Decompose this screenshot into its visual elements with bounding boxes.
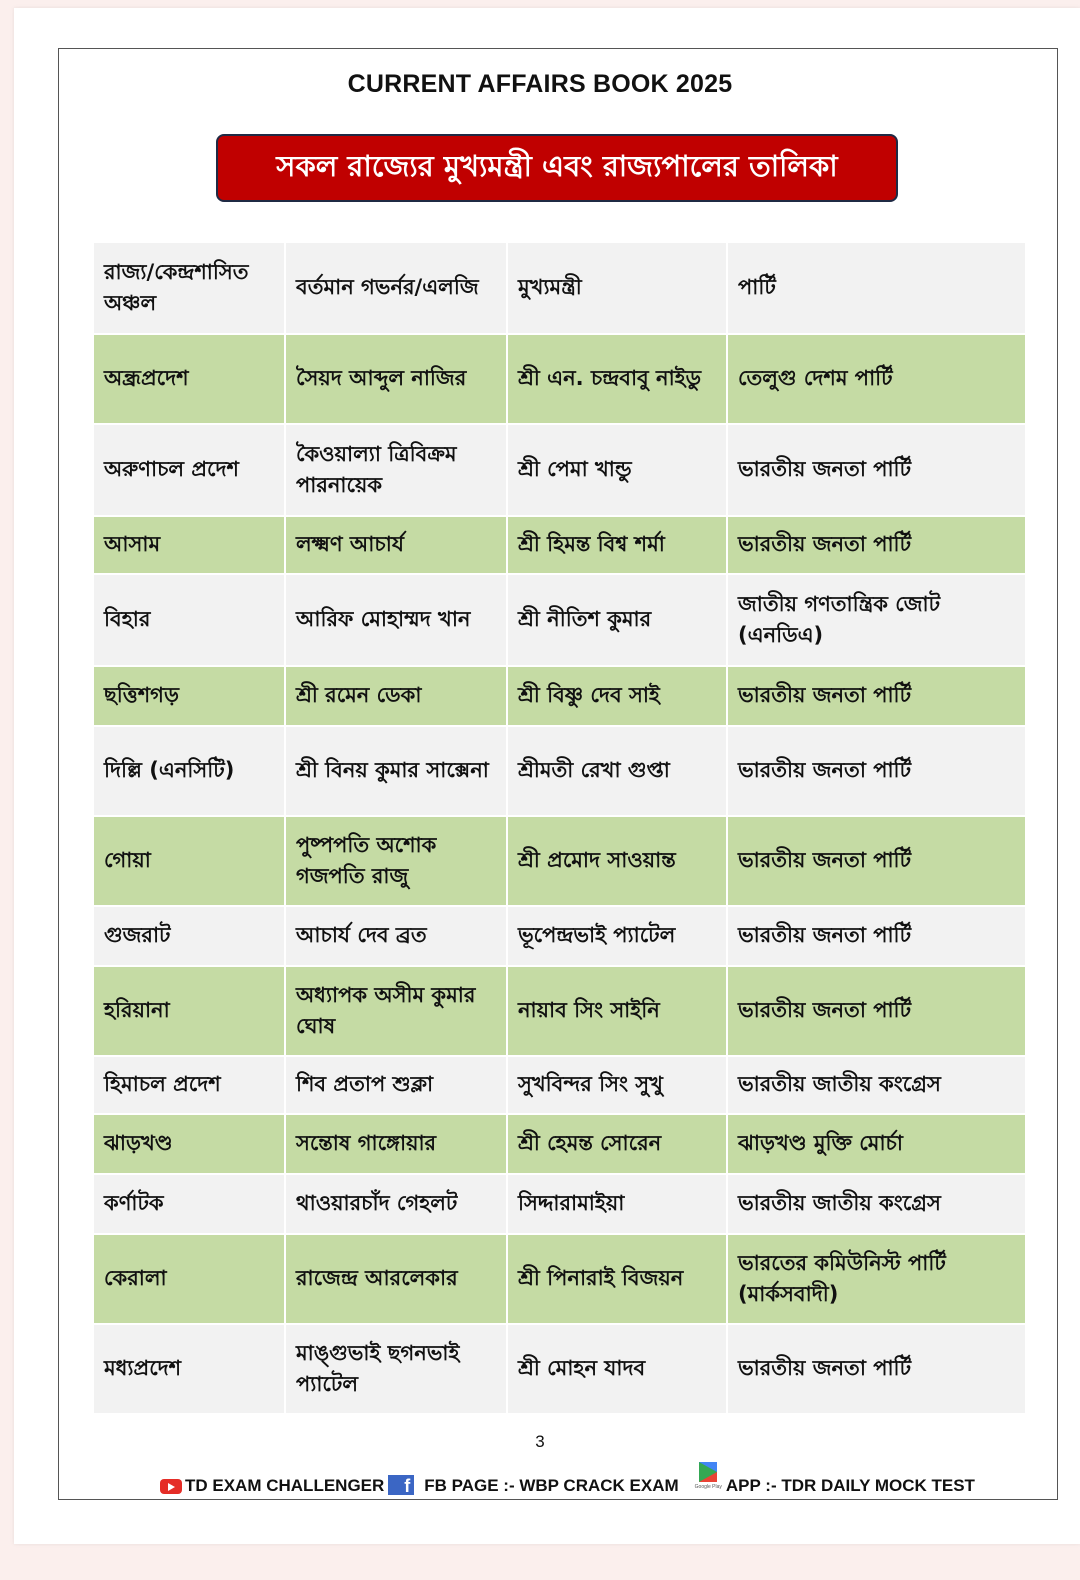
- table-row: [93, 424, 1026, 516]
- table-row: [93, 816, 1026, 906]
- page-number: 3: [535, 1432, 545, 1451]
- table-row: [93, 666, 1026, 726]
- footer: [160, 1462, 975, 1496]
- cell-governor: লক্ষ্মণ আচার্য: [285, 516, 507, 574]
- cell-state: হরিয়ানা: [93, 966, 285, 1056]
- cell-party: ভারতীয় জনতা পার্টি: [727, 1324, 1026, 1414]
- cell-chief-minister: শ্রী প্রমোদ সাওয়ান্ত: [507, 816, 727, 906]
- header-cell-governor: বর্তমান গভর্নর/এলজি: [285, 242, 507, 334]
- cell-governor: কৈওয়াল্যা ত্রিবিক্রম পারনায়েক: [285, 424, 507, 516]
- cell-governor: শ্রী রমেন ডেকা: [285, 666, 507, 726]
- cell-party: ভারতীয় জনতা পার্টি: [727, 966, 1026, 1056]
- cell-party: ভারতীয় জাতীয় কংগ্রেস: [727, 1174, 1026, 1234]
- cell-governor: শ্রী বিনয় কুমার সাক্সেনা: [285, 726, 507, 816]
- cell-state: অরুণাচল প্রদেশ: [93, 424, 285, 516]
- table-row: [93, 574, 1026, 666]
- cell-chief-minister: শ্রী মোহন যাদব: [507, 1324, 727, 1414]
- cell-chief-minister: শ্রী হেমন্ত সোরেন: [507, 1114, 727, 1174]
- cell-state: দিল্লি (এনসিটি): [93, 726, 285, 816]
- cell-governor: সন্তোষ গাঙ্গোয়ার: [285, 1114, 507, 1174]
- cell-chief-minister: শ্রী বিষ্ণু দেব সাই: [507, 666, 727, 726]
- table-row: [93, 906, 1026, 966]
- cell-party: তেলুগু দেশম পার্টি: [727, 334, 1026, 424]
- cell-governor: পুষ্পপতি অশোক গজপতি রাজু: [285, 816, 507, 906]
- cell-state: ঝাড়খণ্ড: [93, 1114, 285, 1174]
- table-row: [93, 1234, 1026, 1324]
- table-row: [93, 516, 1026, 574]
- fb-page-label: FB PAGE :- WBP CRACK EXAM: [424, 1476, 679, 1495]
- cell-party: ভারতীয় জাতীয় কংগ্রেস: [727, 1056, 1026, 1114]
- cell-chief-minister: সুখবিন্দর সিং সুখু: [507, 1056, 727, 1114]
- cell-state: গোয়া: [93, 816, 285, 906]
- cell-chief-minister: শ্রী নীতিশ কুমার: [507, 574, 727, 666]
- cell-party: ঝাড়খণ্ড মুক্তি মোর্চা: [727, 1114, 1026, 1174]
- cell-state: কর্ণাটক: [93, 1174, 285, 1234]
- cell-governor: অধ্যাপক অসীম কুমার ঘোষ: [285, 966, 507, 1056]
- cell-chief-minister: ভূপেন্দ্রভাই প্যাটেল: [507, 906, 727, 966]
- cell-state: অন্ধ্রপ্রদেশ: [93, 334, 285, 424]
- cell-state: মধ্যপ্রদেশ: [93, 1324, 285, 1414]
- cell-chief-minister: সিদ্দারামাইয়া: [507, 1174, 727, 1234]
- table-row: [93, 1324, 1026, 1414]
- cell-state: কেরালা: [93, 1234, 285, 1324]
- cell-state: ছত্তিশগড়: [93, 666, 285, 726]
- banner-text: সকল রাজ্যের মুখ্যমন্ত্রী এবং রাজ্যপালের তালিকা: [276, 148, 838, 183]
- chief-ministers-governors-table: [92, 241, 1027, 1415]
- table-row: [93, 1056, 1026, 1114]
- cell-state: হিমাচল প্রদেশ: [93, 1056, 285, 1114]
- cell-chief-minister: শ্রী হিমন্ত বিশ্ব শর্মা: [507, 516, 727, 574]
- cell-governor: শিব প্রতাপ শুক্লা: [285, 1056, 507, 1114]
- cell-governor: সৈয়দ আব্দুল নাজির: [285, 334, 507, 424]
- google-play-text: Google Play: [694, 1484, 722, 1490]
- cell-party: ভারতীয় জনতা পার্টি: [727, 424, 1026, 516]
- cell-state: গুজরাট: [93, 906, 285, 966]
- cell-party: ভারতীয় জনতা পার্টি: [727, 666, 1026, 726]
- table-row: [93, 966, 1026, 1056]
- cell-governor: মাঙ্গুভাই ছগনভাই প্যাটেল: [285, 1324, 507, 1414]
- cell-state: আসাম: [93, 516, 285, 574]
- cell-party: ভারতীয় জনতা পার্টি: [727, 906, 1026, 966]
- table-row: [93, 726, 1026, 816]
- cell-governor: থাওয়ারচাঁদ গেহলট: [285, 1174, 507, 1234]
- table-row: [93, 1174, 1026, 1234]
- table-header-row: [93, 242, 1026, 334]
- cell-party: ভারতের কমিউনিস্ট পার্টি (মার্কসবাদী): [727, 1234, 1026, 1324]
- header-cell-party: পার্টি: [727, 242, 1026, 334]
- cell-state: বিহার: [93, 574, 285, 666]
- app-label: APP :- TDR DAILY MOCK TEST: [725, 1476, 975, 1495]
- cell-party: ভারতীয় জনতা পার্টি: [727, 726, 1026, 816]
- youtube-icon: [160, 1479, 182, 1494]
- cell-chief-minister: শ্রীমতী রেখা গুপ্তা: [507, 726, 727, 816]
- cell-party: জাতীয় গণতান্ত্রিক জোট (এনডিএ): [727, 574, 1026, 666]
- cell-governor: আচার্য দেব ব্রত: [285, 906, 507, 966]
- cell-party: ভারতীয় জনতা পার্টি: [727, 516, 1026, 574]
- cell-governor: আরিফ মোহাম্মদ খান: [285, 574, 507, 666]
- cell-chief-minister: শ্রী এন. চন্দ্রবাবু নাইডু: [507, 334, 727, 424]
- table-row: [93, 334, 1026, 424]
- header-cell-chief-minister: মুখ্যমন্ত্রী: [507, 242, 727, 334]
- facebook-icon: f: [388, 1475, 414, 1495]
- section-banner: [216, 134, 898, 202]
- youtube-channel-label: TD EXAM CHALLENGER: [185, 1476, 385, 1495]
- cell-chief-minister: নায়াব সিং সাইনি: [507, 966, 727, 1056]
- cell-governor: রাজেন্দ্র আরলেকার: [285, 1234, 507, 1324]
- cell-chief-minister: শ্রী পেমা খান্ডু: [507, 424, 727, 516]
- table-row: [93, 1114, 1026, 1174]
- cell-party: ভারতীয় জনতা পার্টি: [727, 816, 1026, 906]
- header-cell-state: রাজ্য/কেন্দ্রশাসিত অঞ্চল: [93, 242, 285, 334]
- cell-chief-minister: শ্রী পিনারাই বিজয়ন: [507, 1234, 727, 1324]
- google-play-icon: [695, 1462, 722, 1490]
- document-title: CURRENT AFFAIRS BOOK 2025: [347, 70, 733, 98]
